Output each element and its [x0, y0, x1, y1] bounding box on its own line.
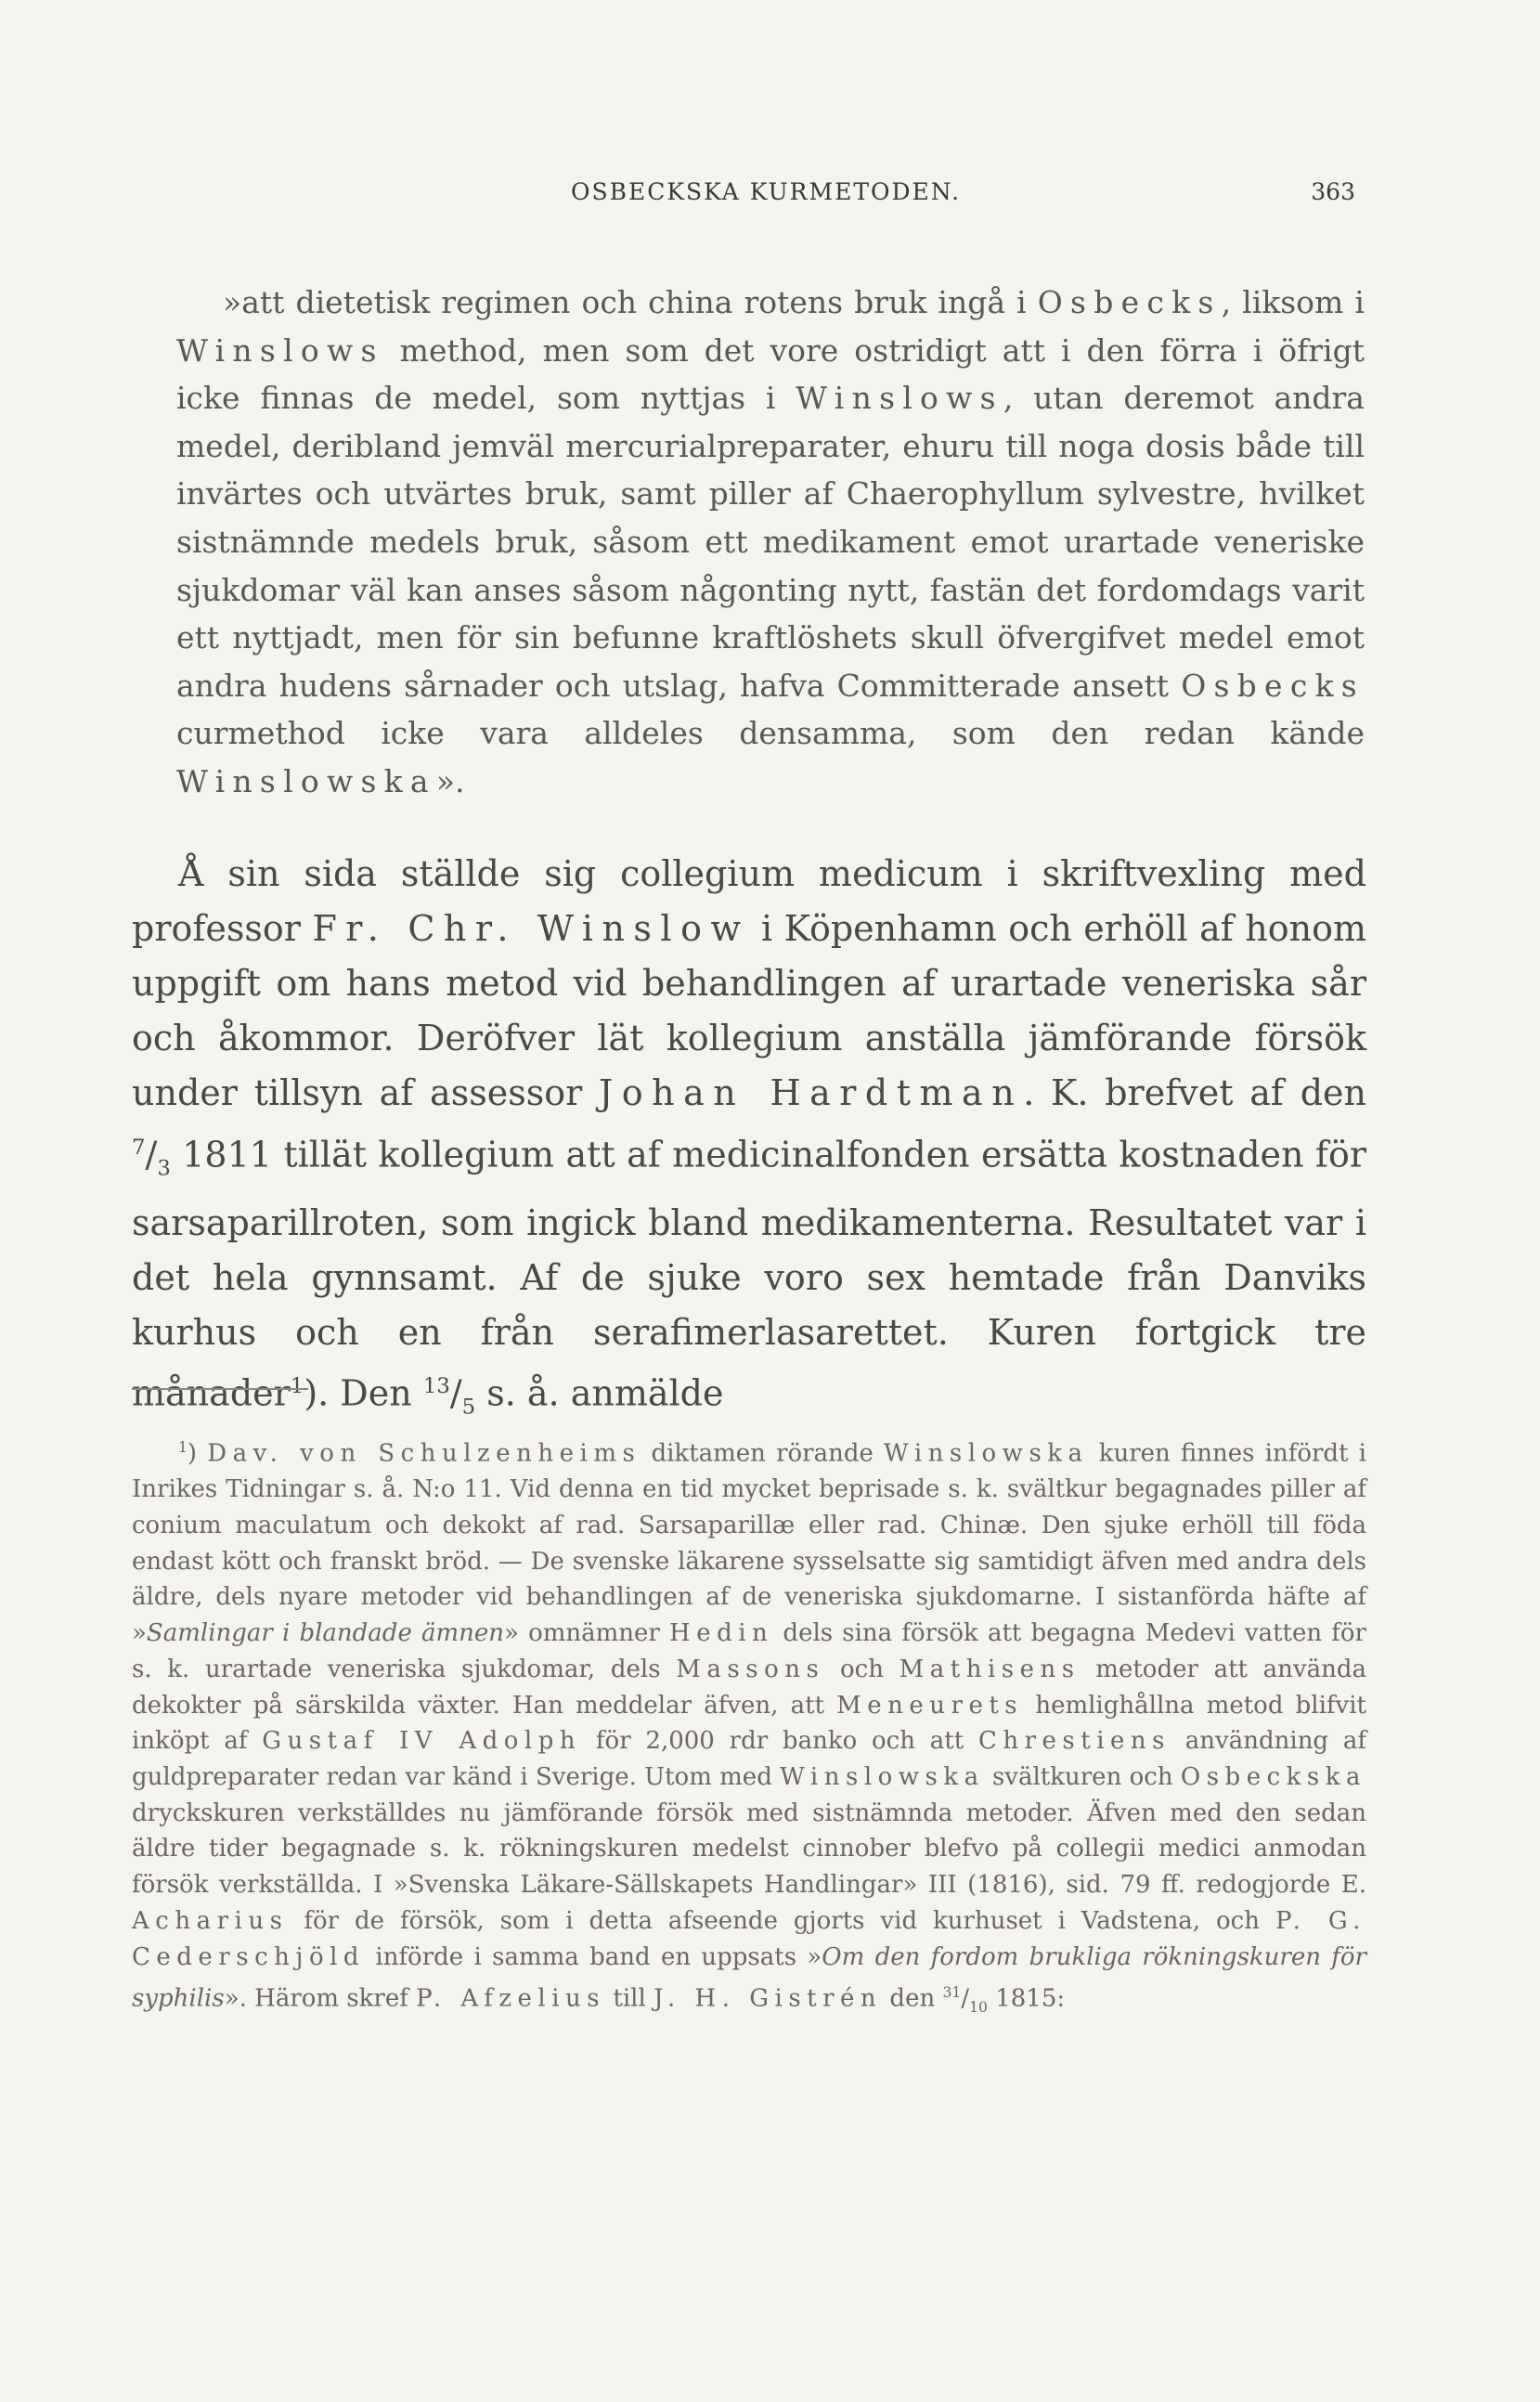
person-name: Chrestiens: [977, 1727, 1171, 1756]
footnote: $^1$) Dav. von Schulzenheims diktamen rörande Winslowska kuren finnes infördt i Inrikes Tidningar s. å. N:o 11. Vid denna en tid mycket beprisade s. k. svältkur begagnades piller af conium maculatum och dekokt af rad. Sarsaparillæ eller rad. Chinæ. Den sjuke erhöll till föda endast kött och franskt bröd. — De svenske läkarene sysselsatte sig samtidigt äfven med andra dels äldre, dels nyare metoder vid behandlingen af de veneriska sjukdomarne. I sistanförda häfte af »Samlingar i blandade ämnen» omnämner Hedin dels sina försök att begagna Medevi vatten för s. k. urartade veneriska sjukdomar, dels Massons och Mathisens metoder att använda dekokter på särskilda växter. Han meddelar äfven, att Meneurets hemlighållna metod blifvit inköpt af Gustaf IV Adolph för 2,000 rdr banko och att Chrestiens användning af guldpreparater redan var känd i Sverige. Utom med Winslowska svältkuren och Osbeckska dryckskuren verkställdes nu jämförande försök med sistnämnda metoder. Äfven med den sedan äldre tider begagnade s. k. rökningskuren medelst cinnober blefvo på collegii medici anmodan försök verkställda. I »Svenska Läkare-Sällskapets Handlingar» III (1816), sid. 79 ff. redogjorde E. Acharius för de försök, som i detta afseende gjorts vid kurhuset i Vadstena, och P. G. Cederschjöld införde i samma band en uppsats »Om den fordom brukliga rökningskuren för syphilis». Härom skref P. Afzelius till J. H. Gistrén den $^{31}/_{10}$ 1815:: [132, 1439, 1367, 2017]
person-name: Dav. von Schulzenheims: [207, 1439, 641, 1468]
person-name: Acharius: [132, 1906, 289, 1935]
date-denominator: 5: [461, 1395, 476, 1420]
person-name: Meneurets: [836, 1691, 1024, 1720]
person-name: P. G. Cederschjöld: [132, 1906, 1366, 1971]
body-paragraph: Å sin sida ställde sig collegium medicum i skriftvexling med professor Fr. Chr. Winslow i Köpenhamn och erhöll af honom uppgift om hans metod vid behandlingen af urartade veneriska sår och åkommor. Deröfver lät kollegium anställa jämförande försök under tillsyn af assessor Johan Hardtman. K. brefvet af den $^7/_3$ 1811 tillät kollegium att af medicinalfonden ersätta kostnaden för sarsaparillroten, som ingick bland medikamenterna. Resultatet var i det hela gynnsamt. Af de sjuke voro sex hemtade från Danviks kurhus och en från serafimerlasarettet. Kuren fortgick tre månader$^1$). Den $^{13}/_5$ s. å. anmälde: [132, 853, 1367, 1420]
person-name: Fr. Chr. Winslow: [312, 907, 750, 949]
person-name: Massons: [676, 1655, 825, 1683]
person-name: P. Afzelius: [416, 1984, 606, 2013]
person-name: Johan Hardtman: [599, 1071, 1024, 1113]
person-name: Gustaf IV Adolph: [262, 1727, 582, 1756]
person-name: Winslowska: [884, 1439, 1089, 1468]
quoted-paragraph: »att dietetisk regimen och china rotens bruk ingå i Osbecks, liksom i Winslows method, men som det vore ostridigt att i den förra i öfrigt icke finnas de medel, som nyttjas i Winslows, utan deremot andra medel, deribland jemväl mercurialpreparater, ehuru till noga dosis både till invärtes och utvärtes bruk, samt piller af Chaerophyllum sylvestre, hvilket sistnämnde medels bruk, såsom ett medikament emot urartade veneriske sjukdomar väl kan anses såsom någonting nytt, fastän det fordomdags varit ett nyttjadt, men för sin befunne kraftlöshets skull öfvergifvet medel emot andra hudens sårnader och utslag, hafva Committerade ansett Osbecks curmethod icke vara alldeles densamma, som den redan kände Winslowska».: [176, 284, 1365, 799]
footnote-reference[interactable]: 1: [290, 1374, 304, 1399]
publication-title: Om den fordom brukliga rökningskuren för syphilis: [132, 1942, 1367, 2013]
page-header: [176, 178, 1355, 215]
page-number: 363: [1311, 178, 1355, 205]
date-denominator: 10: [969, 1999, 988, 2017]
person-name: Winslowska: [176, 762, 436, 799]
person-name: Mathisens: [899, 1655, 1081, 1683]
publication-title: Samlingar i blandade ämnen: [146, 1619, 505, 1648]
running-title: OSBECKSKA KURMETODEN.: [570, 178, 962, 205]
person-name: J. H. Gistrén: [654, 1984, 883, 2013]
person-name: Winslows: [796, 380, 1003, 417]
date-numerator: 13: [422, 1374, 450, 1399]
person-name: Winslowska: [780, 1762, 985, 1791]
footnote-divider: [132, 1388, 308, 1390]
date-denominator: 3: [157, 1155, 171, 1180]
date-numerator: 7: [132, 1135, 146, 1160]
person-name: Hedin: [669, 1619, 774, 1648]
person-name: Osbecks: [1181, 667, 1365, 704]
footnote-marker: 1: [178, 1439, 188, 1456]
person-name: Osbeckska: [1180, 1762, 1366, 1791]
date-numerator: 31: [942, 1984, 962, 2002]
person-name: Osbecks: [1037, 284, 1222, 320]
person-name: Winslows: [176, 331, 384, 369]
